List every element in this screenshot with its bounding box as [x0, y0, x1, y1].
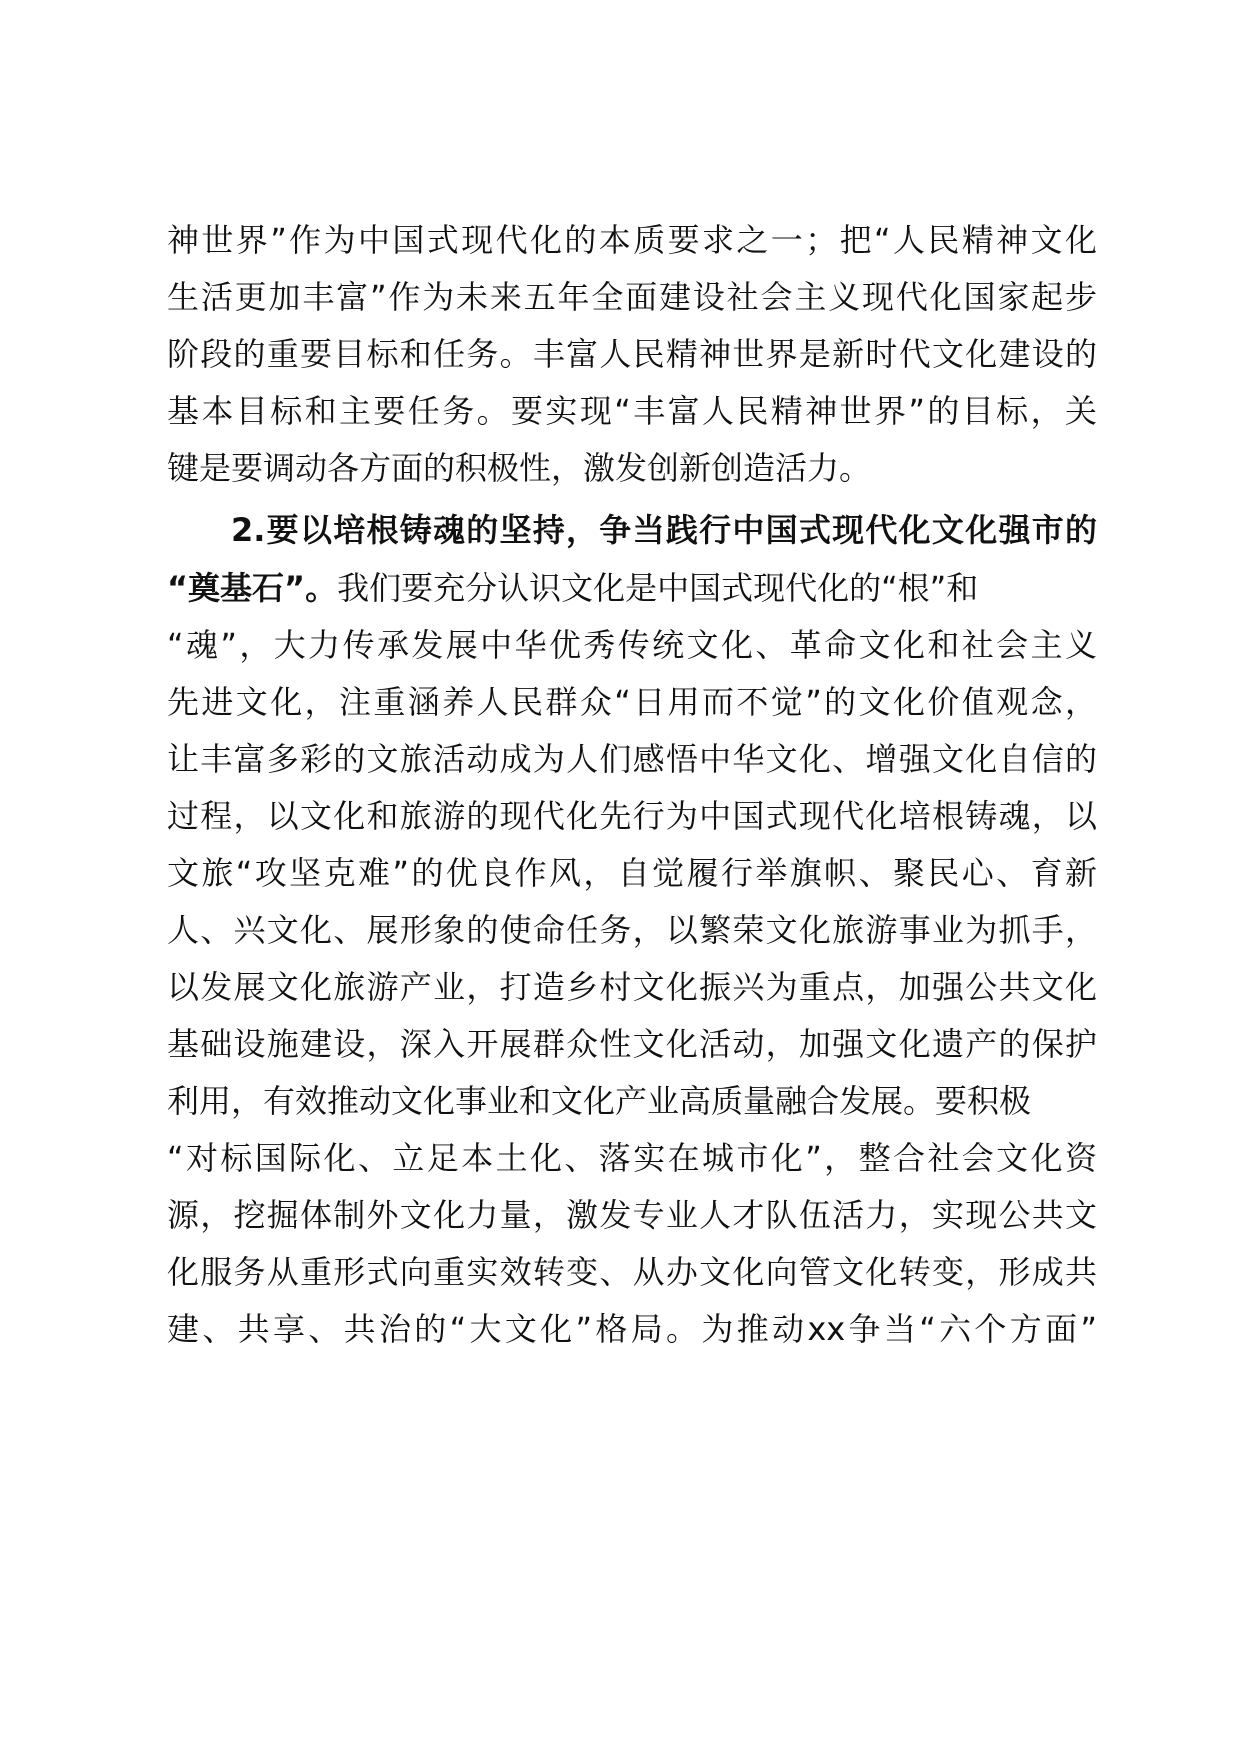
paragraph-line: 基础设施建设，深入开展群众性文化活动，加强文化遗产的保护	[167, 1025, 1097, 1063]
heading-body-text: 我们要充分认识文化是中国式现代化的“根”和	[337, 569, 979, 607]
heading-continuation-line	[167, 556, 1097, 620]
heading-emphasis: “奠基石”。	[167, 569, 338, 607]
section-heading: 2.要以培根铸魂的坚持，争当践行中国式现代化文化强市的	[231, 511, 1097, 549]
paragraph-line: 先进文化，注重涵养人民群众“日用而不觉”的文化价值观念，	[167, 683, 1097, 721]
paragraph-line: “魂”，大力传承发展中华优秀传统文化、革命文化和社会主义	[167, 626, 1097, 664]
paragraph-line: 阶段的重要目标和任务。丰富人民精神世界是新时代文化建设的	[167, 335, 1097, 373]
paragraph-line: 化服务从重形式向重实效转变、从办文化向管文化转变，形成共	[167, 1253, 1097, 1291]
paragraph-line: 神世界”作为中国式现代化的本质要求之一；把“人民精神文化	[167, 221, 1097, 259]
paragraph-line: 以发展文化旅游产业，打造乡村文化振兴为重点，加强公共文化	[167, 968, 1097, 1006]
paragraph-line: 人、兴文化、展形象的使命任务，以繁荣文化旅游事业为抓手，	[167, 911, 1097, 949]
paragraph-line: 过程，以文化和旅游的现代化先行为中国式现代化培根铸魂，以	[167, 797, 1097, 835]
paragraph-line: 利用，有效推动文化事业和文化产业高质量融合发展。要积极	[167, 1082, 1032, 1120]
paragraph-line: 基本目标和主要任务。要实现“丰富人民精神世界”的目标，关	[167, 392, 1097, 430]
paragraph-line: 源，挖掘体制外文化力量，激发专业人才队伍活力，实现公共文	[167, 1196, 1097, 1234]
paragraph-line: 键是要调动各方面的积极性，激发创新创造活力。	[167, 449, 872, 487]
paragraph-line: “对标国际化、立足本土化、落实在城市化”，整合社会文化资	[167, 1139, 1097, 1177]
paragraph-line: 建、共享、共治的“大文化”格局。为推动xx争当“六个方面”	[167, 1310, 1097, 1348]
paragraph-line: 让丰富多彩的文旅活动成为人们感悟中华文化、增强文化自信的	[167, 740, 1097, 778]
paragraph-line: 文旅“攻坚克难”的优良作风，自觉履行举旗帜、聚民心、育新	[167, 854, 1097, 892]
paragraph-line: 生活更加丰富”作为未来五年全面建设社会主义现代化国家起步	[167, 278, 1097, 316]
